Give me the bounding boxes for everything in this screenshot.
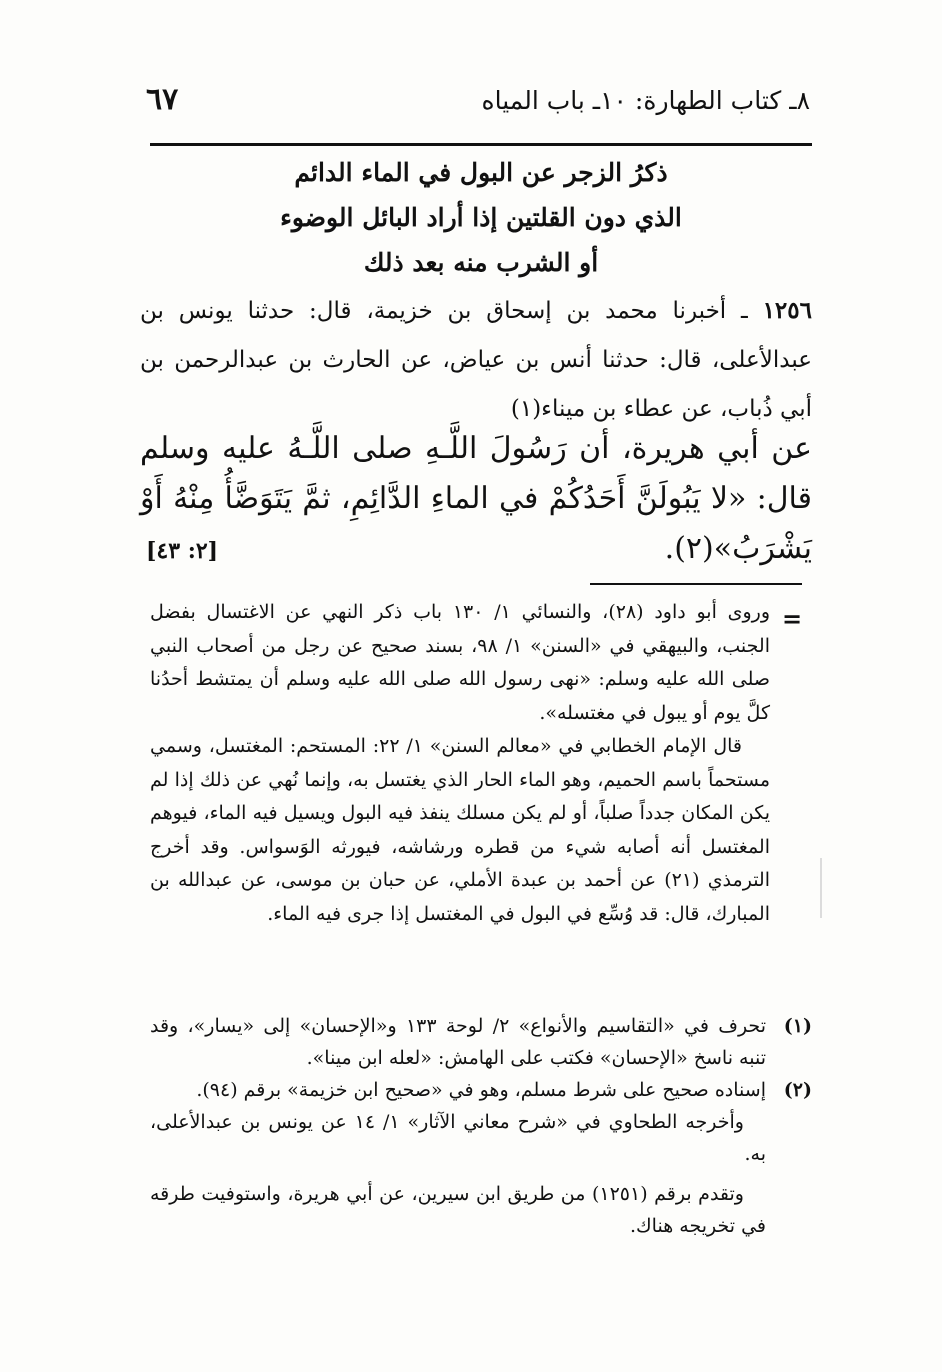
- page-number: ٦٧: [146, 82, 179, 117]
- footnote-paragraph: وأخرجه الطحاوي في «شرح معاني الآثار» ١/ ١٤ عن يونس بن عبدالأعلى، به.: [150, 1111, 766, 1165]
- page-header: [140, 82, 810, 126]
- running-title: ٨ـ كتاب الطهارة: ١٠ـ باب المياه: [481, 86, 810, 115]
- footnote-marker: (٢): [783, 1079, 812, 1101]
- footnotes: [150, 1010, 812, 1242]
- hadith-number: ١٢٥٦: [762, 297, 812, 324]
- commentary-notes: [150, 596, 770, 931]
- hadith-matn: عن أبي هريرة، أن رَسُولَ اللَّـهِ صلى اللَّـهُ عليه وسلم قال: «لا يَبُولَنَّ أَحَدُكُمْ في الماءِ الدَّائِمِ، ثمَّ يَتَوَضَّأُ مِنْهُ أَوْ يَشْرَبُ»(٢).: [140, 431, 812, 566]
- hadith-isnad: [140, 286, 812, 434]
- paragraph-gap: [150, 1170, 766, 1178]
- continuation-mark: =: [782, 604, 803, 633]
- chapter-title: [150, 150, 812, 285]
- commentary-paragraph: قال الإمام الخطابي في «معالم السنن» ١/ ٢٢: المستحم: المغتسل، وسمي مستحماً باسم الحميم، وهو الماء الحار الذي يغتسل به، وإنما نُهي عن ذلك إذا لم يكن المكان جدداً صلباً، أو لم يكن مسلك ينفذ فيه البول ويسيل فيه الماء، فيوهم المغتسل أنه أصابه شيء من قطره ورشاشه، فيورثه الوَسواس. وقد أخرج الترمذي (٢١) عن أحمد بن عبدة الأملي، عن حبان بن موسى، عن عبدالله بن المبارك، قال: قد وُسِّع في البول في المغتسل إذا جرى فيه الماء.: [150, 735, 770, 925]
- notes-separator: [590, 583, 802, 585]
- scan-artifact: [820, 858, 822, 918]
- footnote-paragraph: تحرف في «التقاسيم والأنواع» ٢/ لوحة ١٣٣ و«الإحسان» إلى «يسار»، وقد تنبه ناسخ «الإحسان» فكتب على الهامش: «لعله ابن مينا».: [150, 1015, 766, 1069]
- hadith-isnad-text: ـ أخبرنا محمد بن إسحاق بن خزيمة، قال: حدثنا يونس بن عبدالأعلى، قال: حدثنا أنس بن عياض، عن الحارث بن عبدالرحمن بن أبي ذُباب، عن عطاء بن ميناء(١): [140, 298, 812, 422]
- footnote: [150, 1074, 812, 1242]
- footnote-paragraph: إسناده صحيح على شرط مسلم، وهو في «صحيح ابن خزيمة» برقم (٩٤).: [196, 1079, 766, 1101]
- hadith-reference: [٢: ٤٣]: [146, 538, 219, 564]
- chapter-title-line: الذي دون القلتين إذا أراد البائل الوضوء: [280, 203, 682, 232]
- chapter-title-line: ذكرُ الزجر عن البول في الماء الدائم: [294, 158, 668, 187]
- footnote-marker: (١): [783, 1015, 812, 1037]
- header-rule: [150, 143, 812, 146]
- chapter-title-line: أو الشرب منه بعد ذلك: [363, 248, 599, 277]
- footnote-paragraph: وتقدم برقم (١٢٥١) من طريق ابن سيرين، عن أبي هريرة، واستوفيت طرقه في تخريجه هناك.: [150, 1183, 766, 1237]
- footnote: [150, 1010, 812, 1074]
- commentary-paragraph: وروى أبو داود (٢٨)، والنسائي ١/ ١٣٠ باب ذكر النهي عن الاغتسال بفضل الجنب، والبيهقي في «السنن» ١/ ٩٨، بسند صحيح عن رجل من أصحاب النبي صلى الله عليه وسلم: «نهى رسول الله صلى الله عليه وسلم أن يمتشط أحدُنا كلَّ يوم أو يبول في مغتسله».: [150, 601, 771, 724]
